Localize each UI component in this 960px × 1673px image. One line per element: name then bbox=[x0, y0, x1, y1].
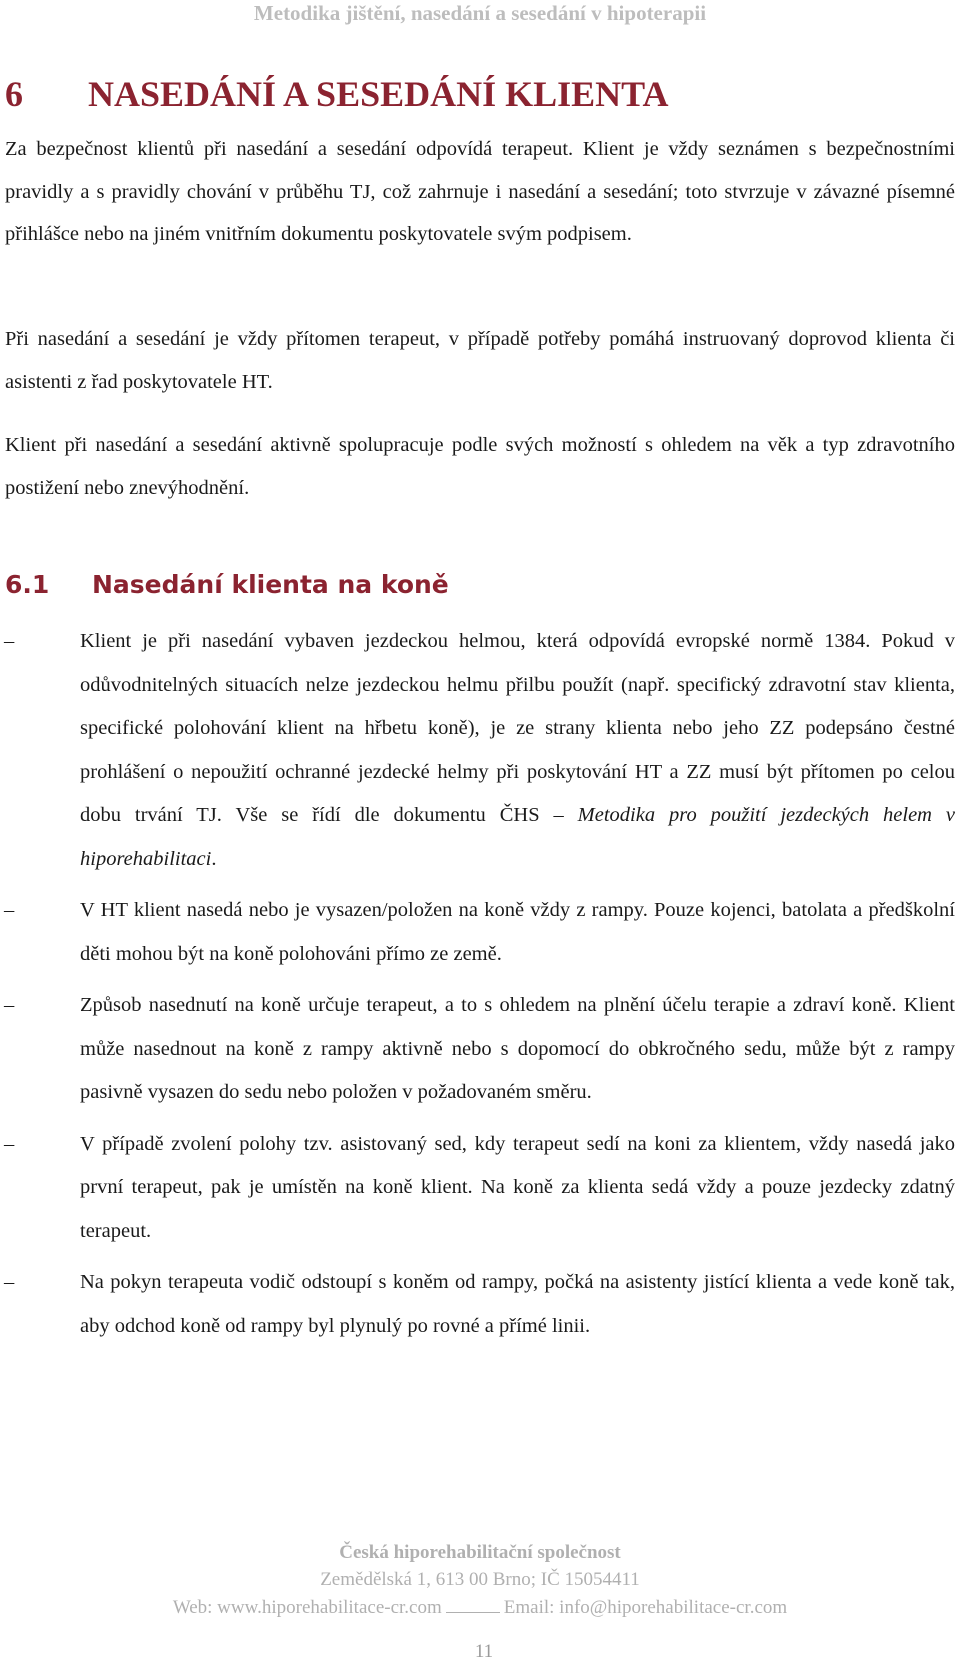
section-number: 6.1 bbox=[5, 570, 50, 599]
bullet-list bbox=[0, 620, 960, 1356]
chapter-number: 6 bbox=[5, 74, 23, 114]
list-item bbox=[0, 889, 960, 976]
bullet-marker: – bbox=[4, 1132, 15, 1155]
footer-contact bbox=[0, 1596, 960, 1620]
bullet-marker: – bbox=[4, 630, 15, 652]
document-title-italic: Metodika pro použití jezdeckých helem v hiporehabilitaci bbox=[80, 804, 955, 870]
footer-address: Zemědělská 1, 613 00 Brno; IČ 15054411 bbox=[320, 1569, 640, 1590]
footer-organization: Česká hiporehabilitační společnost bbox=[339, 1542, 621, 1563]
list-item bbox=[0, 984, 960, 1115]
list-item bbox=[0, 1261, 960, 1348]
list-item bbox=[0, 620, 960, 881]
chapter-title: NASEDÁNÍ A SESEDÁNÍ KLIENTA bbox=[88, 74, 669, 114]
footer-web-link[interactable]: Web: www.hiporehabilitace-cr.com bbox=[172, 1597, 442, 1618]
list-item-text: V případě zvolení polohy tzv. asistovaný sed, kdy terapeut sedí na koni za klientem, vždy nasedá jako první terapeut, pak je umístěn na koně klient. Na koně za klienta sedá vždy a pouze jezdecky zdatný terapeut. bbox=[80, 1132, 955, 1242]
footer-email-link[interactable]: Email: info@hiporehabilitace-cr.com bbox=[503, 1597, 788, 1618]
list-item-text: V HT klient nasedá nebo je vysazen/položen na koně vždy z rampy. Pouze kojenci, batolata a předškolní děti mohou být na koně polohováni přímo ze země. bbox=[80, 899, 955, 965]
list-item bbox=[0, 1123, 960, 1254]
paragraph-presence: Při nasedání a sesedání je vždy přítomen terapeut, v případě potřeby pomáhá instruovaný doprovod klienta či asistenti z řad poskytovatele HT. bbox=[5, 328, 955, 393]
section-heading bbox=[5, 568, 449, 602]
footer-separator bbox=[446, 1596, 500, 1613]
section-title: Nasedání klienta na koně bbox=[92, 570, 449, 599]
paragraph-cooperation: Klient při nasedání a sesedání aktivně spolupracuje podle svých možností s ohledem na věk a typ zdravotního postižení nebo znevýhodnění. bbox=[5, 434, 955, 499]
list-item-text: Klient je při nasedání vybaven jezdeckou helmou, která odpovídá evropské normě 1384. Pokud v odůvodnitelných situacích nelze jezdeckou helmu přilbu použít (např. specifický zdravotní stav klienta, specifické polohování klient na hřbetu koně), je ze strany klienta nebo jeho ZZ podepsáno čestné prohlášení o nepoužití ochranné jezdecké helmy při poskytování HT a ZZ musí být přítomen po celou dobu trvání TJ. Vše se řídí dle dokumentu ČHS – bbox=[80, 630, 955, 826]
bullet-marker: – bbox=[4, 994, 15, 1016]
running-header: Metodika jištění, nasedání a sesedání v hipoterapii bbox=[253, 1, 707, 25]
paragraph-safety: Za bezpečnost klientů při nasedání a sesedání odpovídá terapeut. Klient je vždy seznámen s bezpečnostními pravidly a s pravidly chování v průběhu TJ, což zahrnuje i nasedání a sesedání; toto stvrzuje v závazné písemné přihlášce nebo na jiném vnitřním dokumentu poskytovatele svým podpisem. bbox=[5, 138, 955, 245]
bullet-marker: – bbox=[4, 1271, 15, 1293]
list-item-end: . bbox=[211, 847, 217, 870]
list-item-text: Na pokyn terapeuta vodič odstoupí s koněm od rampy, počká na asistenty jistící klienta a vede koně tak, aby odchod koně od rampy byl plynulý po rovné a přímé linii. bbox=[80, 1271, 955, 1337]
chapter-heading bbox=[5, 72, 669, 116]
list-item-text: Způsob nasednutí na koně určuje terapeut, a to s ohledem na plnění účelu terapie a zdraví koně. Klient může nasednout na koně z rampy aktivně nebo s dopomocí do obkročného sedu, může být z rampy pasivně vysazen do sedu nebo položen v požadovaném směru. bbox=[80, 994, 955, 1103]
bullet-marker: – bbox=[4, 899, 15, 921]
page-number: 11 bbox=[474, 1641, 494, 1662]
